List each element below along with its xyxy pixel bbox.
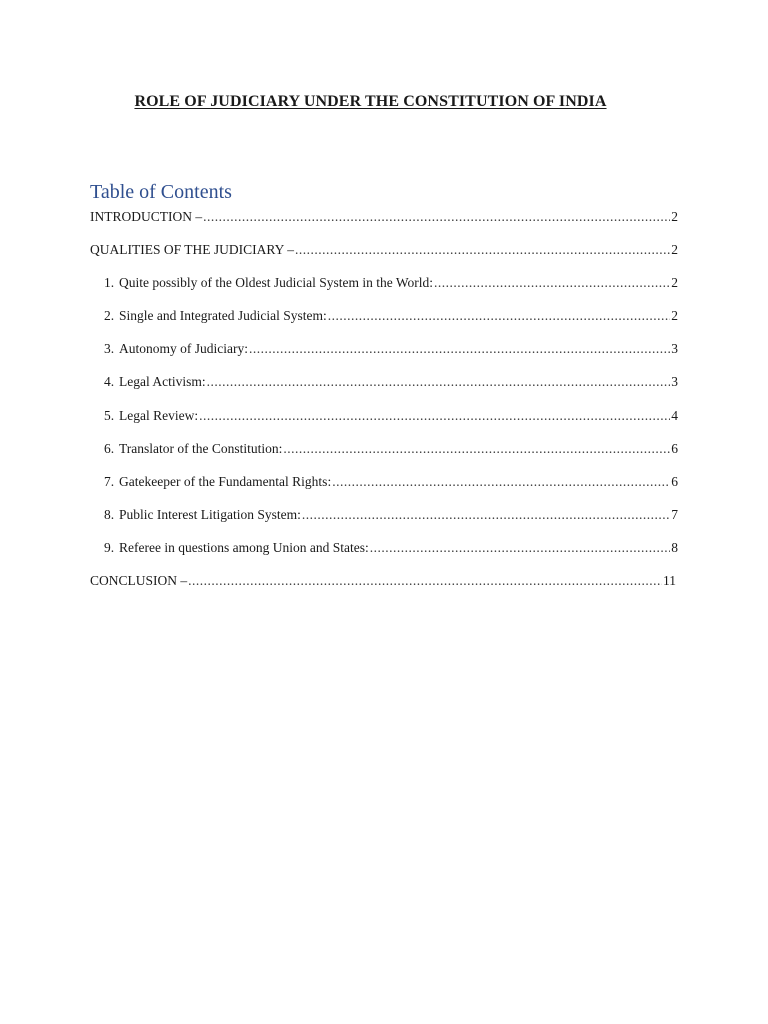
dot-leader <box>370 539 671 557</box>
dot-leader <box>434 274 670 292</box>
dot-leader <box>295 241 670 259</box>
dot-leader <box>203 208 670 226</box>
toc-entry-label: Autonomy of Judiciary: <box>119 341 248 356</box>
toc-entry-page: 7 <box>671 507 678 522</box>
dot-leader <box>249 340 670 358</box>
toc-entry-number: 2. <box>104 308 115 323</box>
toc-entry-label: Public Interest Litigation System: <box>119 507 301 522</box>
toc-entry-legal-review[interactable] <box>104 407 678 425</box>
document-title: ROLE OF JUDICIARY UNDER THE CONSTITUTION OF INDIA <box>134 93 607 110</box>
toc-entry-label: CONCLUSION – <box>90 573 188 588</box>
toc-entry-page: 3 <box>671 374 678 389</box>
toc-entry-introduction[interactable] <box>90 208 678 226</box>
toc-entry-page: 6 <box>671 441 678 456</box>
toc-entry-number: 6. <box>104 441 115 456</box>
toc-entry-number: 4. <box>104 374 115 389</box>
toc-entry-single-integrated[interactable] <box>104 307 678 325</box>
toc-entry-number: 5. <box>104 408 115 423</box>
toc-entry-number: 1. <box>104 275 115 290</box>
toc-entry-public-interest-litigation[interactable] <box>104 506 678 524</box>
toc-entry-page: 2 <box>671 209 678 224</box>
toc-entry-number: 7. <box>104 474 115 489</box>
toc-entry-page: 2 <box>671 242 678 257</box>
toc-entry-number: 8. <box>104 507 115 522</box>
dot-leader <box>328 307 671 325</box>
toc-entry-legal-activism[interactable] <box>104 373 678 391</box>
toc-entry-page: 11 <box>663 573 676 588</box>
toc-entry-translator[interactable] <box>104 440 678 458</box>
toc-entry-number: 3. <box>104 341 115 356</box>
dot-leader <box>283 440 670 458</box>
dot-leader <box>188 572 662 590</box>
toc-entry-number: 9. <box>104 540 115 555</box>
dot-leader <box>199 407 670 425</box>
toc-entry-label: Legal Activism: <box>119 374 206 389</box>
toc-entry-label: Referee in questions among Union and States: <box>119 540 369 555</box>
dot-leader <box>207 373 671 391</box>
toc-entry-conclusion[interactable] <box>90 572 676 590</box>
toc-entry-page: 2 <box>671 275 678 290</box>
toc-entry-label: INTRODUCTION – <box>90 209 203 224</box>
toc-entry-label: Single and Integrated Judicial System: <box>119 308 327 323</box>
toc-entry-page: 2 <box>671 308 678 323</box>
toc-entry-oldest-judicial-system[interactable] <box>104 274 678 292</box>
toc-entry-page: 4 <box>671 408 678 423</box>
toc-entry-page: 6 <box>671 474 678 489</box>
toc-entry-label: Translator of the Constitution: <box>119 441 283 456</box>
toc-heading: Table of Contents <box>90 181 232 203</box>
toc-entry-gatekeeper[interactable] <box>104 473 678 491</box>
toc-entry-autonomy[interactable] <box>104 340 678 358</box>
toc-entry-label: QUALITIES OF THE JUDICIARY – <box>90 242 294 257</box>
dot-leader <box>332 473 670 491</box>
toc-entry-label: Gatekeeper of the Fundamental Rights: <box>119 474 332 489</box>
toc-entry-label: Legal Review: <box>119 408 199 423</box>
toc-entry-page: 8 <box>671 540 678 555</box>
toc-entry-referee[interactable] <box>104 539 678 557</box>
toc-entry-qualities[interactable] <box>90 241 678 259</box>
toc-entry-page: 3 <box>671 341 678 356</box>
dot-leader <box>302 506 670 524</box>
toc-entry-label: Quite possibly of the Oldest Judicial System in the World: <box>119 275 434 290</box>
